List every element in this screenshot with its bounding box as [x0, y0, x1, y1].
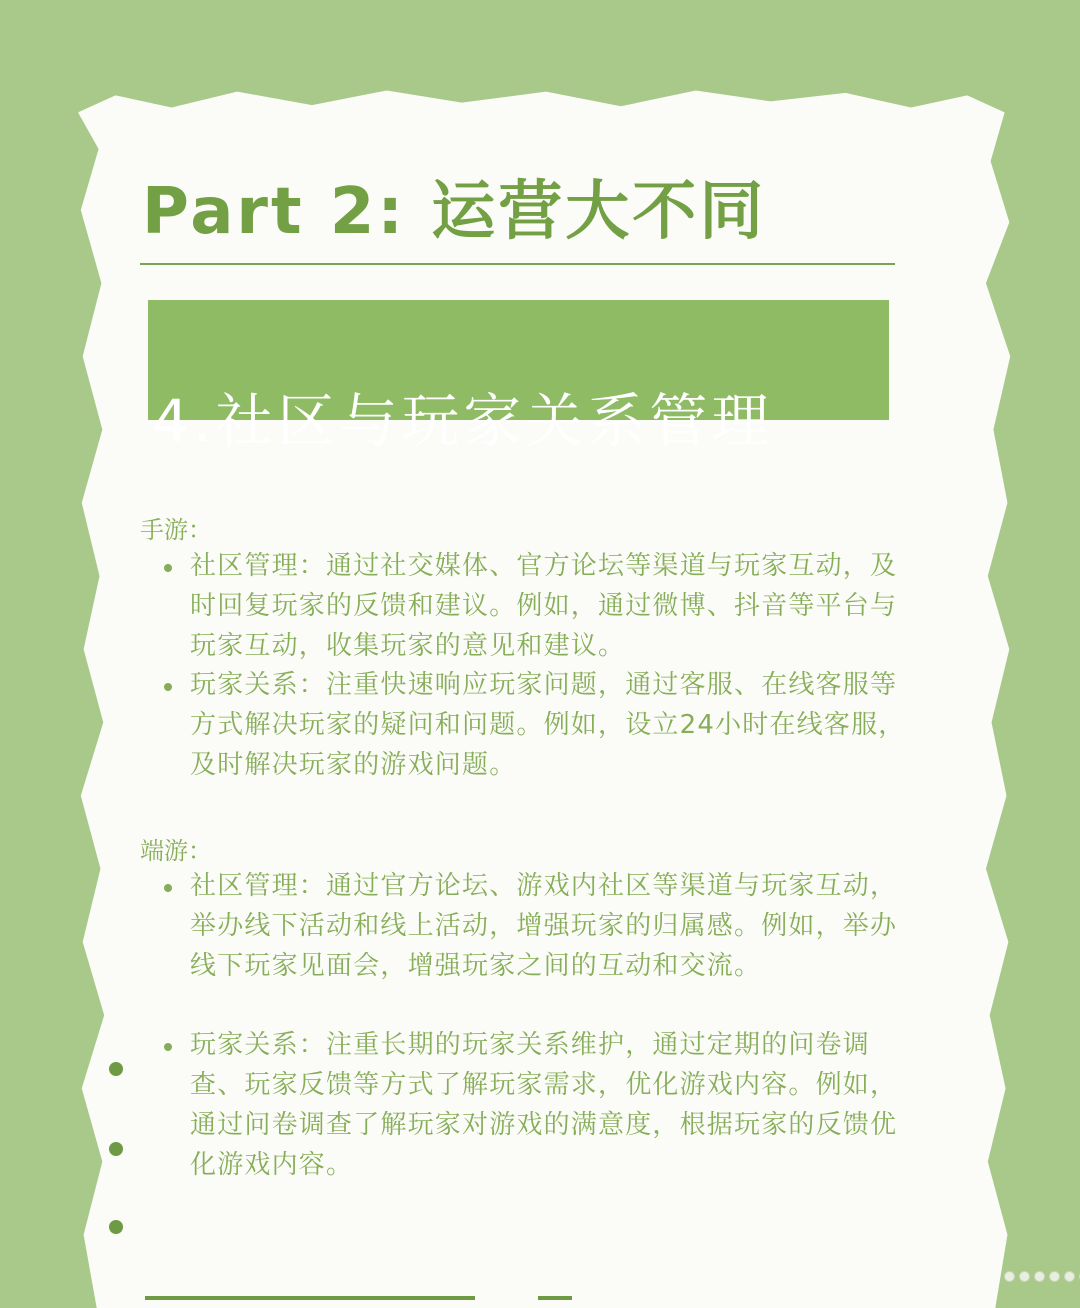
- decorative-line: [538, 1296, 572, 1300]
- bullet-icon: [164, 884, 172, 892]
- mobile-community-item: 社区管理：通过社交媒体、官方论坛等渠道与玩家互动，及时回复玩家的反馈和建议。例如，通过微博、抖音等平台与玩家互动，收集玩家的意见和建议。: [190, 551, 898, 661]
- pc-community-item: 社区管理：通过官方论坛、游戏内社区等渠道与玩家互动，举办线下活动和线上活动，增强玩家的归属感。例如，举办线下玩家见面会，增强玩家之间的互动和交流。: [190, 871, 898, 981]
- page-indicator: [1004, 1271, 1080, 1282]
- bullet-icon: [164, 683, 172, 691]
- mobile-player-item: 玩家关系：注重快速响应玩家问题，通过客服、在线客服等方式解决玩家的疑问和问题。例如，设立24小时在线客服，及时解决玩家的游戏问题。: [190, 670, 906, 780]
- mobile-label: 手游：: [140, 516, 212, 544]
- decorative-line: [145, 1296, 475, 1300]
- section-title: 4.社区与玩家关系管理: [152, 387, 774, 456]
- pc-label: 端游：: [140, 837, 212, 865]
- page-title: Part 2: 运营大不同: [142, 175, 767, 249]
- bullet-icon: [164, 564, 172, 572]
- decorative-dot: [109, 1220, 123, 1234]
- decorative-dot: [109, 1062, 123, 1076]
- pc-player-item: 玩家关系：注重长期的玩家关系维护，通过定期的问卷调查、玩家反馈等方式了解玩家需求，优化游戏内容。例如，通过问卷调查了解玩家对游戏的满意度，根据玩家的反馈优化游戏内容。: [190, 1030, 898, 1180]
- title-divider: [140, 263, 895, 265]
- decorative-dot: [109, 1142, 123, 1156]
- bullet-icon: [164, 1043, 172, 1051]
